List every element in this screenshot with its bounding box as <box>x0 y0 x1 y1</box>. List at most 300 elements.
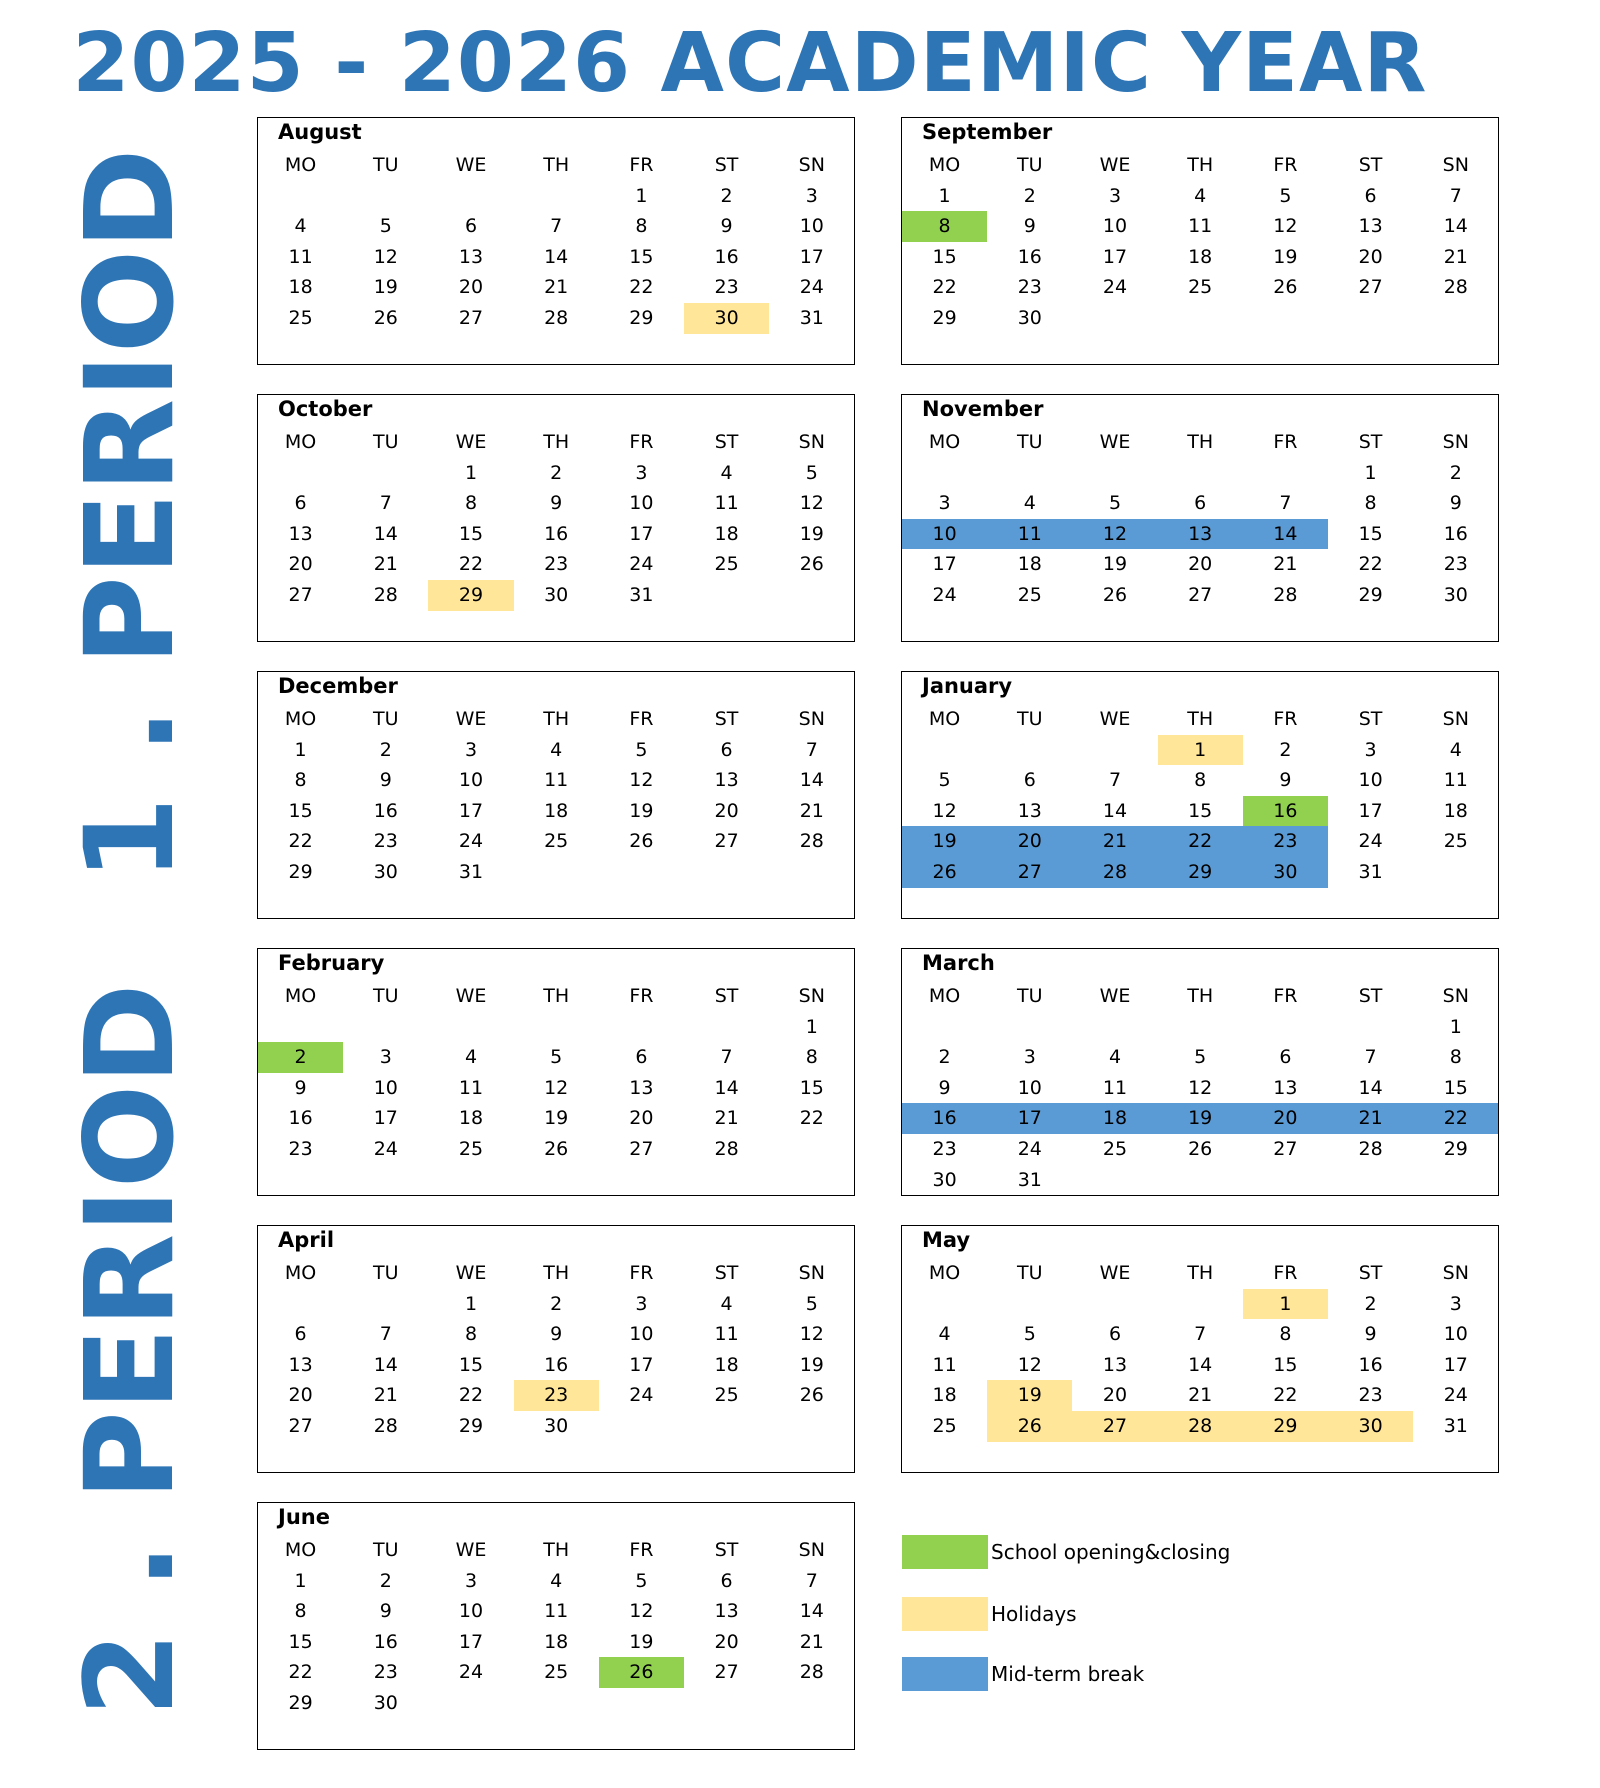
day-cell: 30 <box>932 1168 957 1191</box>
weekday-tu: TU <box>373 1539 399 1561</box>
day-cell: 1 <box>1158 735 1243 766</box>
week-row <box>258 1566 854 1597</box>
day-cell: 26 <box>799 1384 824 1407</box>
week-row <box>902 1134 1498 1165</box>
weekday-st: ST <box>1358 431 1383 453</box>
weekday-th: TH <box>543 431 570 453</box>
day-cell: 1 <box>294 738 307 761</box>
day-cell: 3 <box>1449 1292 1462 1315</box>
month-name: May <box>922 1228 971 1252</box>
weekday-we: WE <box>1099 708 1131 730</box>
day-cell: 28 <box>373 1414 398 1437</box>
day-cell: 2 <box>1449 461 1462 484</box>
day-cell: 20 <box>1243 1103 1328 1134</box>
day-cell: 16 <box>1017 245 1042 268</box>
day-cell: 17 <box>1443 1353 1468 1376</box>
day-cell: 6 <box>294 492 307 515</box>
day-cell: 2 <box>1364 1292 1377 1315</box>
day-cell: 24 <box>629 1384 654 1407</box>
day-cell: 9 <box>294 1076 307 1099</box>
day-cell: 16 <box>373 1630 398 1653</box>
weekday-sn: SN <box>1442 708 1469 730</box>
day-cell: 6 <box>1023 769 1036 792</box>
weekday-tu: TU <box>1017 154 1043 176</box>
day-cell: 9 <box>720 215 733 238</box>
day-cell: 14 <box>373 522 398 545</box>
day-cell: 24 <box>1017 1137 1042 1160</box>
day-cell: 15 <box>1273 1353 1298 1376</box>
day-cell: 6 <box>1364 184 1377 207</box>
day-cell: 5 <box>805 461 818 484</box>
day-cell: 20 <box>714 1630 739 1653</box>
week-row <box>258 458 854 489</box>
week-row <box>902 1103 1498 1134</box>
month-may <box>901 1225 1499 1473</box>
week-row <box>258 1012 854 1043</box>
weekday-sn: SN <box>798 708 825 730</box>
day-cell: 23 <box>1243 826 1328 857</box>
day-cell: 23 <box>514 1380 599 1411</box>
day-cell: 20 <box>987 826 1072 857</box>
day-cell: 19 <box>1102 553 1128 576</box>
day-cell: 11 <box>1188 215 1213 238</box>
weekday-we: WE <box>1099 985 1131 1007</box>
weekday-th: TH <box>1187 1262 1214 1284</box>
week-row <box>258 1657 854 1688</box>
weekday-tu: TU <box>373 154 399 176</box>
weekday-fr: FR <box>629 154 654 176</box>
legend-swatch <box>902 1597 988 1631</box>
day-cell: 20 <box>288 553 313 576</box>
day-cell: 12 <box>629 1600 654 1623</box>
day-cell: 7 <box>379 1323 392 1346</box>
day-cell: 19 <box>629 799 654 822</box>
day-cell: 18 <box>1443 799 1468 822</box>
day-cell: 16 <box>1358 1353 1383 1376</box>
day-cell: 13 <box>714 1600 739 1623</box>
weekday-mo: MO <box>928 1262 961 1284</box>
day-cell: 10 <box>902 519 987 550</box>
week-row <box>258 303 854 334</box>
day-cell: 25 <box>458 1137 484 1160</box>
day-cell: 30 <box>1443 583 1468 606</box>
day-cell: 2 <box>379 1569 392 1592</box>
weekday-tu: TU <box>373 708 399 730</box>
day-cell: 23 <box>1017 276 1042 299</box>
day-cell: 4 <box>938 1323 951 1346</box>
day-cell: 11 <box>714 492 739 515</box>
weekday-mo: MO <box>928 708 961 730</box>
day-cell: 21 <box>799 1630 824 1653</box>
day-cell: 21 <box>373 1384 398 1407</box>
month-november <box>901 394 1499 642</box>
day-cell: 8 <box>902 211 987 242</box>
day-cell: 18 <box>714 1353 739 1376</box>
day-cell: 11 <box>458 1076 484 1099</box>
day-cell: 8 <box>805 1046 818 1069</box>
day-cell: 30 <box>684 303 769 334</box>
day-cell: 8 <box>464 1323 478 1346</box>
day-cell: 27 <box>288 1414 313 1437</box>
day-cell: 12 <box>1273 215 1298 238</box>
day-cell: 17 <box>1102 245 1128 268</box>
weekday-header <box>902 427 1498 458</box>
day-cell: 14 <box>1188 1353 1213 1376</box>
day-cell: 14 <box>799 769 824 792</box>
day-cell: 26 <box>902 857 987 888</box>
month-name: August <box>278 120 362 144</box>
day-cell: 4 <box>294 215 307 238</box>
day-cell: 12 <box>799 1323 824 1346</box>
day-cell: 8 <box>1194 769 1207 792</box>
day-cell: 2 <box>550 461 563 484</box>
day-cell: 25 <box>544 830 569 853</box>
weekday-th: TH <box>1187 154 1214 176</box>
weekday-mo: MO <box>928 431 961 453</box>
day-cell: 10 <box>458 769 484 792</box>
weekday-th: TH <box>543 1539 570 1561</box>
day-cell: 26 <box>373 306 398 329</box>
weekday-th: TH <box>543 985 570 1007</box>
weekday-header <box>258 1258 854 1289</box>
day-cell: 19 <box>902 826 987 857</box>
month-name: September <box>922 120 1053 144</box>
day-cell: 23 <box>932 1137 957 1160</box>
weekday-th: TH <box>543 1262 570 1284</box>
day-cell: 4 <box>464 1046 478 1069</box>
week-row <box>258 580 854 611</box>
day-cell: 4 <box>1194 184 1207 207</box>
weekday-we: WE <box>455 1262 487 1284</box>
day-cell: 20 <box>629 1107 654 1130</box>
day-cell: 5 <box>1279 184 1292 207</box>
day-cell: 26 <box>799 553 824 576</box>
day-cell: 13 <box>1158 519 1243 550</box>
week-row <box>902 519 1498 550</box>
day-cell: 7 <box>1449 184 1462 207</box>
weekday-st: ST <box>1358 985 1383 1007</box>
day-cell: 31 <box>1443 1414 1468 1437</box>
day-cell: 23 <box>1358 1384 1383 1407</box>
day-cell: 13 <box>288 522 313 545</box>
weekday-th: TH <box>1187 985 1214 1007</box>
day-cell: 2 <box>1023 184 1036 207</box>
legend-label: Mid-term break <box>991 1662 1145 1686</box>
day-cell: 26 <box>544 1137 569 1160</box>
week-row <box>902 857 1498 888</box>
week-row <box>258 857 854 888</box>
week-row <box>902 181 1498 212</box>
day-cell: 6 <box>1194 492 1207 515</box>
week-row <box>902 488 1498 519</box>
weekday-we: WE <box>455 985 487 1007</box>
weekday-header <box>902 981 1498 1012</box>
day-cell: 31 <box>799 306 824 329</box>
day-cell: 19 <box>799 1353 824 1376</box>
day-cell: 3 <box>464 738 478 761</box>
week-row <box>902 735 1498 766</box>
day-cell: 26 <box>629 830 654 853</box>
day-cell: 6 <box>294 1323 307 1346</box>
weekday-tu: TU <box>373 1262 399 1284</box>
day-cell: 16 <box>714 245 739 268</box>
day-cell: 30 <box>1243 857 1328 888</box>
week-row <box>258 796 854 827</box>
week-row <box>258 1042 854 1073</box>
day-cell: 7 <box>720 1046 733 1069</box>
day-cell: 22 <box>288 830 313 853</box>
week-row <box>258 242 854 273</box>
day-cell: 18 <box>288 276 313 299</box>
weekday-th: TH <box>543 154 570 176</box>
day-cell: 13 <box>1102 1353 1128 1376</box>
day-cell: 25 <box>288 306 313 329</box>
day-cell: 29 <box>1158 857 1243 888</box>
day-cell: 19 <box>799 522 824 545</box>
weekday-fr: FR <box>629 431 654 453</box>
day-cell: 12 <box>629 769 654 792</box>
day-cell: 27 <box>288 583 313 606</box>
day-cell: 11 <box>544 1600 569 1623</box>
day-cell: 31 <box>458 860 484 883</box>
day-cell: 1 <box>805 1015 818 1038</box>
weekday-fr: FR <box>629 708 654 730</box>
day-cell: 15 <box>799 1076 824 1099</box>
weekday-mo: MO <box>284 1539 317 1561</box>
weekday-header <box>258 150 854 181</box>
day-cell: 24 <box>932 583 957 606</box>
month-name: October <box>278 397 373 421</box>
day-cell: 11 <box>1102 1076 1128 1099</box>
weekday-header <box>902 150 1498 181</box>
weekday-we: WE <box>455 431 487 453</box>
day-cell: 15 <box>288 799 313 822</box>
day-cell: 2 <box>1279 738 1292 761</box>
day-cell: 30 <box>544 1414 569 1437</box>
legend-label: Holidays <box>991 1602 1077 1626</box>
weekday-sn: SN <box>798 1539 825 1561</box>
day-cell: 10 <box>1443 1323 1468 1346</box>
day-cell: 5 <box>805 1292 818 1315</box>
day-cell: 9 <box>379 1600 392 1623</box>
weekday-we: WE <box>1099 154 1131 176</box>
day-cell: 18 <box>544 799 569 822</box>
day-cell: 16 <box>288 1107 313 1130</box>
week-row <box>258 1289 854 1320</box>
month-name: February <box>278 951 385 975</box>
day-cell: 29 <box>1443 1137 1468 1160</box>
day-cell: 1 <box>464 461 478 484</box>
week-row <box>258 1350 854 1381</box>
day-cell: 27 <box>458 306 484 329</box>
weekday-sn: SN <box>1442 431 1469 453</box>
day-cell: 7 <box>805 738 818 761</box>
weekday-header <box>258 981 854 1012</box>
week-row <box>258 549 854 580</box>
day-cell: 6 <box>1108 1323 1122 1346</box>
day-cell: 18 <box>1188 245 1213 268</box>
day-cell: 4 <box>1449 738 1462 761</box>
month-september <box>901 117 1499 365</box>
day-cell: 14 <box>1443 215 1468 238</box>
week-row <box>258 181 854 212</box>
day-cell: 29 <box>932 306 957 329</box>
day-cell: 27 <box>1273 1137 1298 1160</box>
month-name: April <box>278 1228 335 1252</box>
day-cell: 11 <box>1443 769 1468 792</box>
weekday-mo: MO <box>284 154 317 176</box>
day-cell: 21 <box>799 799 824 822</box>
day-cell: 15 <box>932 245 957 268</box>
day-cell: 28 <box>544 306 569 329</box>
day-cell: 10 <box>1017 1076 1042 1099</box>
day-cell: 3 <box>1023 1046 1036 1069</box>
week-row <box>902 1165 1498 1196</box>
day-cell: 17 <box>799 245 824 268</box>
weekday-mo: MO <box>928 154 961 176</box>
day-cell: 5 <box>1194 1046 1207 1069</box>
week-row <box>902 1319 1498 1350</box>
week-row <box>258 826 854 857</box>
week-row <box>258 211 854 242</box>
period-1-label: 1 . PERIOD <box>59 148 201 882</box>
day-cell: 2 <box>258 1042 343 1073</box>
day-cell: 15 <box>1188 799 1213 822</box>
day-cell: 3 <box>1364 738 1377 761</box>
day-cell: 3 <box>938 492 951 515</box>
day-cell: 21 <box>1273 553 1298 576</box>
legend-swatch <box>902 1535 988 1569</box>
day-cell: 24 <box>373 1137 398 1160</box>
day-cell: 22 <box>629 276 654 299</box>
day-cell: 26 <box>1102 583 1128 606</box>
day-cell: 10 <box>629 1323 654 1346</box>
weekday-we: WE <box>1099 431 1131 453</box>
day-cell: 14 <box>373 1353 398 1376</box>
day-cell: 30 <box>1328 1411 1413 1442</box>
day-cell: 28 <box>714 1137 739 1160</box>
week-row <box>902 1380 1498 1411</box>
day-cell: 7 <box>1279 492 1292 515</box>
day-cell: 15 <box>458 522 484 545</box>
day-cell: 10 <box>373 1076 398 1099</box>
weekday-st: ST <box>714 154 739 176</box>
week-row <box>902 1073 1498 1104</box>
weekday-mo: MO <box>284 1262 317 1284</box>
day-cell: 9 <box>550 492 563 515</box>
week-row <box>258 272 854 303</box>
weekday-sn: SN <box>798 1262 825 1284</box>
day-cell: 22 <box>1273 1384 1298 1407</box>
weekday-th: TH <box>543 708 570 730</box>
day-cell: 12 <box>373 245 398 268</box>
month-name: June <box>278 1505 330 1529</box>
weekday-tu: TU <box>373 985 399 1007</box>
day-cell: 9 <box>550 1323 563 1346</box>
weekday-sn: SN <box>798 431 825 453</box>
day-cell: 26 <box>1188 1137 1213 1160</box>
day-cell: 24 <box>458 830 484 853</box>
weekday-mo: MO <box>928 985 961 1007</box>
weekday-st: ST <box>714 431 739 453</box>
day-cell: 30 <box>373 1691 398 1714</box>
weekday-fr: FR <box>1273 431 1298 453</box>
day-cell: 7 <box>379 492 392 515</box>
day-cell: 28 <box>799 830 824 853</box>
day-cell: 29 <box>288 1691 313 1714</box>
weekday-tu: TU <box>373 431 399 453</box>
week-row <box>258 1319 854 1350</box>
day-cell: 13 <box>288 1353 313 1376</box>
day-cell: 2 <box>550 1292 563 1315</box>
week-row <box>902 242 1498 273</box>
week-row <box>258 1688 854 1719</box>
weekday-sn: SN <box>798 985 825 1007</box>
day-cell: 28 <box>373 583 398 606</box>
week-row <box>902 458 1498 489</box>
weekday-fr: FR <box>1273 154 1298 176</box>
day-cell: 29 <box>458 1414 484 1437</box>
day-cell: 29 <box>1243 1411 1328 1442</box>
day-cell: 18 <box>932 1384 957 1407</box>
day-cell: 8 <box>1449 1046 1462 1069</box>
day-cell: 24 <box>1102 276 1128 299</box>
day-cell: 3 <box>379 1046 392 1069</box>
day-cell: 13 <box>714 769 739 792</box>
day-cell: 21 <box>373 553 398 576</box>
weekday-st: ST <box>1358 154 1383 176</box>
month-name: November <box>922 397 1044 421</box>
weekday-st: ST <box>714 708 739 730</box>
weekday-st: ST <box>714 1262 739 1284</box>
day-cell: 14 <box>799 1600 824 1623</box>
week-row <box>902 211 1498 242</box>
day-cell: 2 <box>938 1046 951 1069</box>
week-row <box>902 765 1498 796</box>
day-cell: 19 <box>629 1630 654 1653</box>
day-cell: 11 <box>288 245 313 268</box>
day-cell: 17 <box>373 1107 398 1130</box>
day-cell: 1 <box>1243 1289 1328 1320</box>
day-cell: 1 <box>1449 1015 1462 1038</box>
day-cell: 31 <box>1017 1168 1042 1191</box>
day-cell: 27 <box>1072 1411 1157 1442</box>
day-cell: 22 <box>288 1661 313 1684</box>
day-cell: 20 <box>1188 553 1213 576</box>
day-cell: 16 <box>1443 522 1468 545</box>
day-cell: 5 <box>635 1569 648 1592</box>
day-cell: 14 <box>1102 799 1128 822</box>
day-cell: 6 <box>464 215 478 238</box>
weekday-header <box>258 704 854 735</box>
month-name: January <box>922 674 1013 698</box>
day-cell: 1 <box>1364 461 1377 484</box>
day-cell: 23 <box>288 1137 313 1160</box>
day-cell: 22 <box>1413 1103 1498 1134</box>
weekday-we: WE <box>455 154 487 176</box>
day-cell: 11 <box>987 519 1072 550</box>
day-cell: 1 <box>294 1569 307 1592</box>
weekday-fr: FR <box>1273 708 1298 730</box>
weekday-st: ST <box>714 985 739 1007</box>
day-cell: 10 <box>458 1600 484 1623</box>
weekday-sn: SN <box>1442 154 1469 176</box>
weekday-fr: FR <box>629 1539 654 1561</box>
day-cell: 21 <box>1072 826 1157 857</box>
day-cell: 26 <box>987 1411 1072 1442</box>
day-cell: 8 <box>294 1600 307 1623</box>
day-cell: 9 <box>1364 1323 1377 1346</box>
